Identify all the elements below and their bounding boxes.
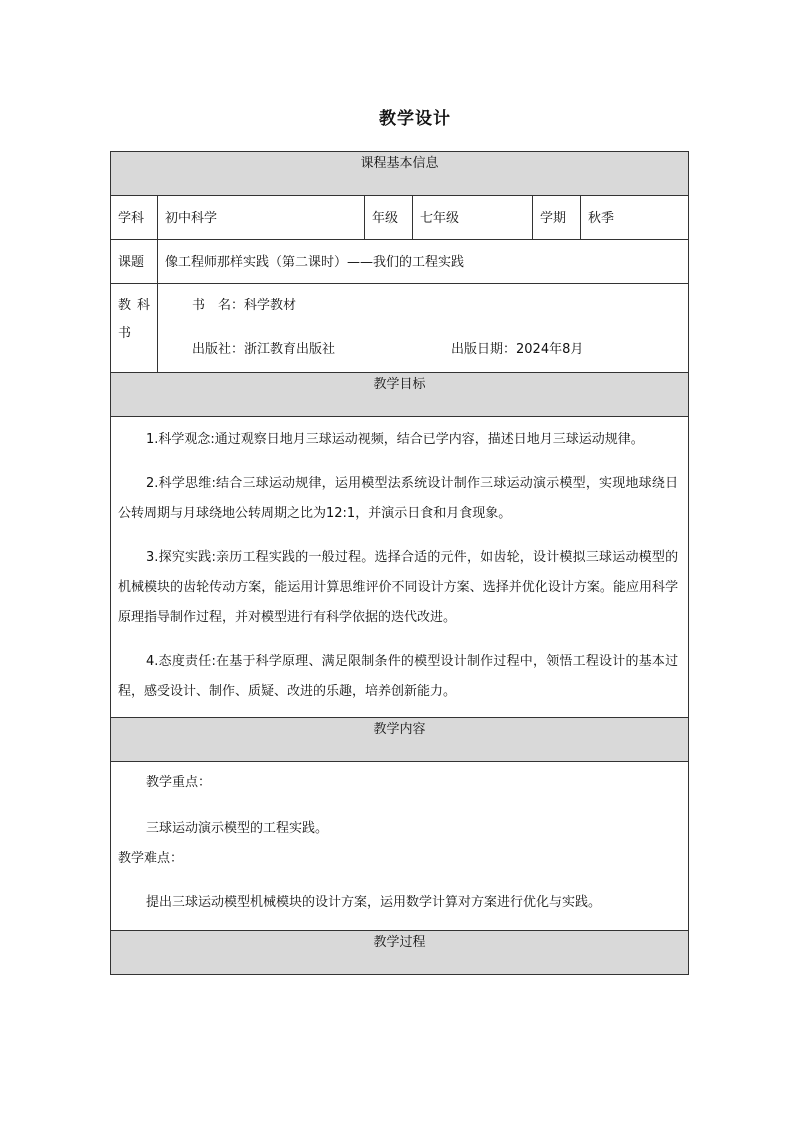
section-title-basic-info: 课程基本信息 — [111, 152, 689, 196]
objectives-body — [111, 417, 689, 718]
publisher-value: 浙江教育出版社 — [244, 342, 336, 357]
textbook-details — [158, 284, 689, 373]
grade-value: 七年级 — [413, 196, 533, 240]
content-row — [111, 762, 689, 931]
objectives-row — [111, 417, 689, 718]
section-process — [111, 931, 689, 975]
difficult-point-text: 提出三球运动模型机械模块的设计方案，运用数学计算对方案进行优化与实践。 — [146, 895, 602, 910]
content-body — [111, 762, 689, 931]
key-point-text: 三球运动演示模型的工程实践。 — [146, 821, 329, 836]
objective-item: 1.科学观念:通过观察日地月三球运动视频，结合已学内容，描述日地月三球运动规律。 — [146, 432, 644, 447]
objective-item: 4.态度责任:在基于科学原理、满足限制条件的模型设计制作过程中，领悟工程设计的基本过程，感受设计、制作、质疑、改进的乐趣，培养创新能力。 — [118, 654, 679, 699]
objective-item: 2.科学思维:结合三球运动规律，运用模型法系统设计制作三球运动演示模型，实现地球绕日公转周期与月球绕地公转周期之比为12:1，并演示日食和月食现象。 — [118, 476, 679, 521]
pub-date-line — [451, 338, 583, 357]
term-label: 学期 — [533, 196, 581, 240]
grade-label: 年级 — [365, 196, 413, 240]
publisher-line — [192, 338, 335, 357]
textbook-label: 教科书 — [111, 284, 158, 373]
topic-row — [111, 240, 689, 284]
pub-date-label: 出版日期： — [451, 342, 517, 357]
topic-value: 像工程师那样实践（第二课时）——我们的工程实践 — [158, 240, 689, 284]
section-title-objectives: 教学目标 — [111, 373, 689, 417]
objective-item: 3.探究实践:亲历工程实践的一般过程。选择合适的元件，如齿轮，设计模拟三球运动模型的机械模块的齿轮传动方案，能运用计算思维评价不同设计方案、选择并优化设计方案。能应用科学原理指导制作过程，并对模型进行有科学依据的迭代改进。 — [118, 550, 679, 625]
pub-date-value: 2024年8月 — [516, 342, 584, 357]
book-name-value: 科学教材 — [244, 298, 297, 313]
publisher-label: 出版社： — [192, 342, 245, 357]
section-title-content: 教学内容 — [111, 718, 689, 762]
section-content — [111, 718, 689, 762]
topic-label: 课题 — [111, 240, 158, 284]
document-title: 教学设计 — [379, 109, 451, 129]
lesson-design-table — [110, 151, 689, 975]
book-name-label: 书 名： — [192, 298, 245, 313]
section-objectives — [111, 373, 689, 417]
term-value: 秋季 — [581, 196, 689, 240]
section-title-process: 教学过程 — [111, 931, 689, 975]
difficult-point-label: 教学难点： — [118, 851, 184, 866]
subject-label: 学科 — [111, 196, 158, 240]
textbook-row — [111, 284, 689, 373]
subject-row — [111, 196, 689, 240]
subject-value: 初中科学 — [158, 196, 365, 240]
key-point-label: 教学重点： — [146, 775, 212, 790]
book-name-line — [192, 294, 296, 313]
section-basic-info — [111, 152, 689, 196]
